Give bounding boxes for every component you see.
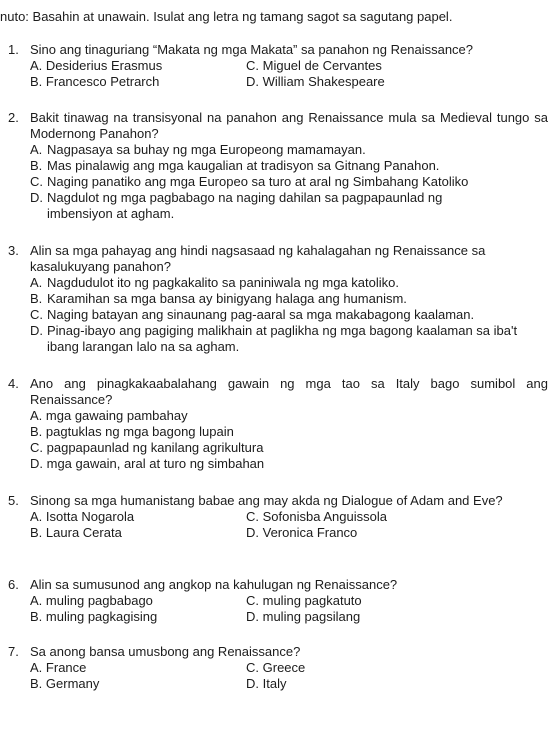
question-text: Alin sa sumusunod ang angkop na kahulugan ng Renaissance? <box>30 577 398 592</box>
option-a: A. muling pagbabago <box>30 593 153 608</box>
option-d: D. Pinag-ibayo ang pagiging malikhain at paglikha ng mga bagong kaalaman sa iba't ibang larangan lalo na sa agham. <box>30 323 518 354</box>
question-text: Sino ang tinaguriang “Makata ng mga Makata” sa panahon ng Renaissance? <box>30 42 474 57</box>
option-d: D. Veronica Franco <box>246 525 358 540</box>
question-text: Sinong sa mga humanistang babae ang may akda ng Dialogue of Adam and Eve? <box>30 493 503 508</box>
option-a: A. Nagdudulot ito ng pagkakalito sa paniniwala ng mga katoliko. <box>30 275 399 290</box>
option-d: D. Nagdulot ng mga pagbabago na naging dahilan sa pagpapaunlad ng imbensiyon at agham. <box>30 190 443 221</box>
question-text: Bakit tinawag na transisyonal na panahon ang Renaissance mula sa Medieval tungo sa Modernong Panahon? <box>30 110 548 141</box>
options <box>30 408 548 472</box>
option-b: B. Francesco Petrarch <box>30 74 160 89</box>
option-d: D. Italy <box>246 676 287 691</box>
option-c: C. Sofonisba Anguissola <box>246 509 387 524</box>
options <box>30 275 548 355</box>
question-text: Sa anong bansa umusbong ang Renaissance? <box>30 644 301 659</box>
instructions: nuto: Basahin at unawain. Isulat ang letra ng tamang sagot sa sagutang papel. <box>0 9 453 24</box>
option-a: A. France <box>30 660 87 675</box>
question-3 <box>8 243 548 355</box>
question-number: 4. <box>8 376 19 391</box>
question-stem <box>8 110 548 142</box>
option-b: B. Karamihan sa mga bansa ay binigyang halaga ang humanism. <box>30 291 407 306</box>
option-c: C. Greece <box>246 660 306 675</box>
question-text: Alin sa mga pahayag ang hindi nagsasaad ng kahalagahan ng Renaissance sa kasalukuyang panahon? <box>30 243 486 274</box>
question-stem <box>8 577 548 593</box>
option-c: C. pagpapaunlad ng kanilang agrikultura <box>30 440 264 455</box>
option-b: B. Germany <box>30 676 100 691</box>
option-b: B. muling pagkagising <box>30 609 158 624</box>
options <box>30 58 548 90</box>
question-number: 3. <box>8 243 19 258</box>
options <box>30 593 548 625</box>
question-number: 1. <box>8 42 19 57</box>
question-number: 2. <box>8 110 19 125</box>
option-a: A. Isotta Nogarola <box>30 509 135 524</box>
option-d: D. mga gawain, aral at turo ng simbahan <box>30 456 265 471</box>
question-2 <box>8 110 548 222</box>
question-number: 7. <box>8 644 19 659</box>
options <box>30 660 548 692</box>
question-stem <box>8 493 548 509</box>
option-b: B. Laura Cerata <box>30 525 122 540</box>
question-number: 5. <box>8 493 19 508</box>
option-d: D. William Shakespeare <box>246 74 385 89</box>
option-c: C. Naging panatiko ang mga Europeo sa turo at aral ng Simbahang Katoliko <box>30 174 469 189</box>
option-b: B. Mas pinalawig ang mga kaugalian at tradisyon sa Gitnang Panahon. <box>30 158 440 173</box>
option-c: C. Miguel de Cervantes <box>246 58 382 73</box>
option-a: A. mga gawaing pambahay <box>30 408 188 423</box>
option-a: A. Nagpasaya sa buhay ng mga Europeong mamamayan. <box>30 142 366 157</box>
question-4 <box>8 376 548 472</box>
option-c: C. Naging batayan ang sinaunang pag-aaral sa mga makabagong kaalaman. <box>30 307 475 322</box>
question-stem <box>8 243 548 275</box>
option-c: C. muling pagkatuto <box>246 593 362 608</box>
question-text: Ano ang pinagkakaabalahang gawain ng mga tao sa Italy bago sumibol ang Renaissance? <box>30 376 548 407</box>
question-stem <box>8 376 548 408</box>
question-7 <box>8 644 548 692</box>
question-stem <box>8 644 548 660</box>
option-d: D. muling pagsilang <box>246 609 361 624</box>
question-1 <box>8 42 548 90</box>
question-stem <box>8 42 548 58</box>
question-5 <box>8 493 548 541</box>
option-b: B. pagtuklas ng mga bagong lupain <box>30 424 234 439</box>
options <box>30 142 548 222</box>
options <box>30 509 548 541</box>
question-number: 6. <box>8 577 19 592</box>
question-6 <box>8 577 548 625</box>
option-a: A. Desiderius Erasmus <box>30 58 163 73</box>
